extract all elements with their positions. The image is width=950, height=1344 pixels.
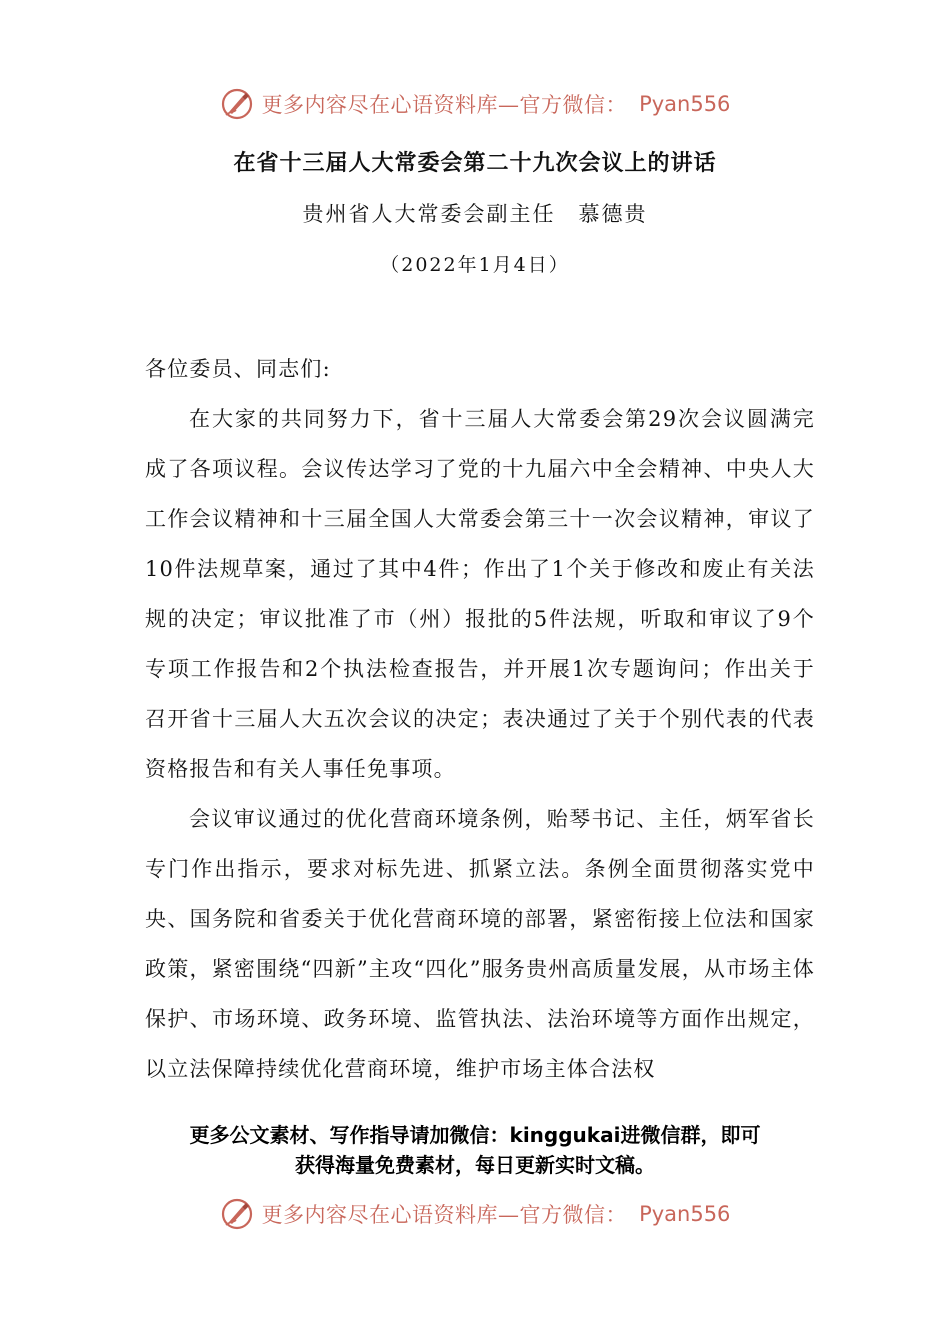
date-line: （2022年1月4日） — [380, 254, 570, 276]
document-title: 在省十三届人大常委会第二十九次会议上的讲话 — [233, 150, 717, 176]
promo-line-2: 获得海量免费素材，每日更新实时文稿。 — [295, 1153, 655, 1177]
document-body — [145, 344, 815, 1094]
watermark-wechat-id: Pyan556 — [639, 92, 731, 116]
promo-line-1: 更多公文素材、写作指导请加微信：kinggukai进微信群，即可 — [189, 1123, 761, 1147]
watermark-text: 更多内容尽在心语资料库—官方微信： — [261, 93, 628, 117]
promo-notice — [0, 1120, 950, 1180]
pen-logo-icon — [220, 87, 254, 121]
paragraph-1: 在大家的共同努力下，省十三届人大常委会第29次会议圆满完成了各项议程。会议传达学习了党的十九届六中全会精神、中央人大工作会议精神和十三届全国人大常委会第三十一次会议精神，审议了10件法规草案，通过了其中4件；作出了1个关于修改和废止有关法规的决定；审议批准了市（州）报批的5件法规，听取和审议了9个专项工作报告和2个执法检查报告，并开展1次专题询问；作出关于召开省十三届人大五次会议的决定；表决通过了关于个别代表的代表资格报告和有关人事任免事项。 — [145, 407, 815, 781]
watermark-text: 更多内容尽在心语资料库—官方微信： — [261, 1203, 628, 1227]
paragraph-2: 会议审议通过的优化营商环境条例，贻琴书记、主任，炳军省长专门作出指示，要求对标先进、抓紧立法。条例全面贯彻落实党中央、国务院和省委关于优化营商环境的部署，紧密衔接上位法和国家政策，紧密围绕“四新”主攻“四化”服务贵州高质量发展，从市场主体保护、市场环境、政务环境、监管执法、法治环境等方面作出规定，以立法保障持续优化营商环境，维护市场主体合法权 — [145, 807, 815, 1081]
watermark-top — [0, 82, 950, 126]
watermark-bottom — [0, 1192, 950, 1236]
speaker-line: 贵州省人大常委会副主任 慕德贵 — [302, 202, 648, 226]
pen-logo-icon — [220, 1197, 254, 1231]
watermark-wechat-id: Pyan556 — [639, 1202, 731, 1226]
salutation: 各位委员、同志们: — [145, 357, 331, 381]
